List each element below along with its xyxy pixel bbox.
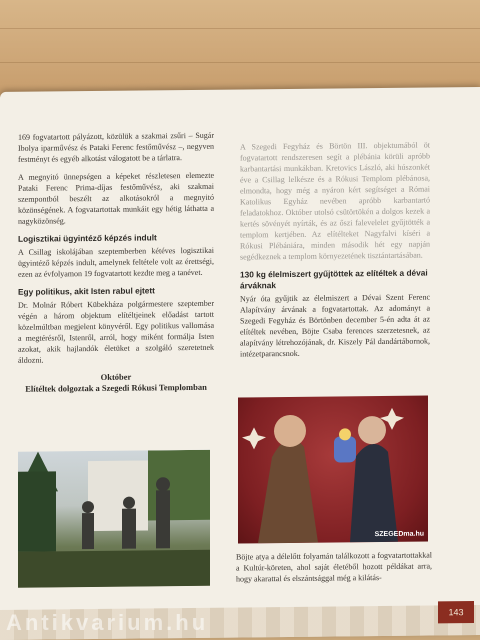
heading-politician: Egy politikus, akit Isten rabul ejtett xyxy=(18,285,155,297)
photo-caption-title xyxy=(18,371,214,395)
right-paragraph-2: Nyár óta gyűjtik az élelmiszert a Dévai Szent Ferenc Alapítvány árvának a fogvatartottak. Az adományt a Szegedi Fegyház és Börtönben december 5-én adta át az elítéltek nevében, Böjte Csaba ferences szerzetesnek, az alapítvány létrehozójának, dr. Kiszely Pál dandártábornok, intézetparancsnok. xyxy=(240,292,430,359)
right-paragraph-1: A Szegedi Fegyház és Börtön III. objektumából öt fogvatartott rendszeresen segít a plébánia körüli apróbb karbantartási munkákban. Kretovics László, aki húszonkét éve a Csillag lelkésze és a Rókusi Templom plébánosa, elmondta, hogy még a nyáron kért segítséget a Római Katolikus Egyház nevében apróbb karbantartó feladatokhoz. Október utolsó csütörtökén a dolgos kezek a kertés sövényét nyírták, és az őszi falevelelet gyűjtötték a templom kertjében. Az elítélteket Nagyfalvi kíséri a Rókusi Plébániára, minden második hét egy napján segédkeznek a templom környezetének tisztántartásában. xyxy=(240,140,430,262)
donation-photo-caption: Böjte atya a délelőtt folyamán találkozott a fogvatartottakkal a Kultúr-köreten, ahol saját életéből hozott példákat arra, hogy akarattal és elszántsággal még a kilátás- xyxy=(236,550,432,584)
book-page xyxy=(0,87,480,640)
caption-text: Elítéltek dolgoztak a Szegedi Rókusi Templomban xyxy=(25,381,207,394)
left-paragraph-2: A megnyitó ünnepségen a képeket részletesen elemezte Pataki Ferenc Prima-díjas festőművész, aki szakmai szempontból beszélt az alkotásokról a megnyitó közönségének. A fogvatartottak munkáit egy hétig láthatta a nagyközönség. xyxy=(18,170,214,226)
donation-photo-illustration xyxy=(238,396,428,544)
caption-month: Október xyxy=(100,371,132,382)
left-paragraph-4: Dr. Molnár Róbert Kübekháza polgármestere szeptember végén a három objektum elítéltjeinek előadást tartott közelmúltban megjelent könyvéről. Egy politikus vallomása a megtérésről, Istenről, arról, hogy miként formálja Isten azokat, akik hajlandók életüket a szolgáló szeretetnek áldozni. xyxy=(18,298,214,365)
left-column xyxy=(18,130,214,401)
photo-donation xyxy=(238,396,428,544)
site-watermark: Antikvarium.hu xyxy=(6,610,209,635)
garden-photo-illustration xyxy=(18,450,210,588)
photo-church-garden xyxy=(18,450,210,588)
page-number: 143 xyxy=(438,601,474,623)
heading-food-collection: 130 kg élelmiszert gyűjtöttek az elítéltek a dévai árváknak xyxy=(240,267,428,291)
heading-logistics: Logisztikai ügyintéző képzés indult xyxy=(18,232,157,244)
photo-watermark: SZEGEDma.hu xyxy=(374,530,424,539)
right-column xyxy=(240,139,430,366)
left-paragraph-3: A Csillag iskolájában szeptemberben kétéves logisztikai ügyintéző képzés indult, amelynek feltétele volt az érettségi, ezen az évfolyamon 19 fogvatartott kezdte meg a tanévet. xyxy=(18,245,214,279)
left-paragraph-1: 169 fogvatartott pályázott, közülük a szakmai zsűri – Sugár Ibolya iparművész és Pataki Ferenc festőművész –, negyven festményt és egyéb alkotást válogatott be a tárlatra. xyxy=(18,130,214,164)
